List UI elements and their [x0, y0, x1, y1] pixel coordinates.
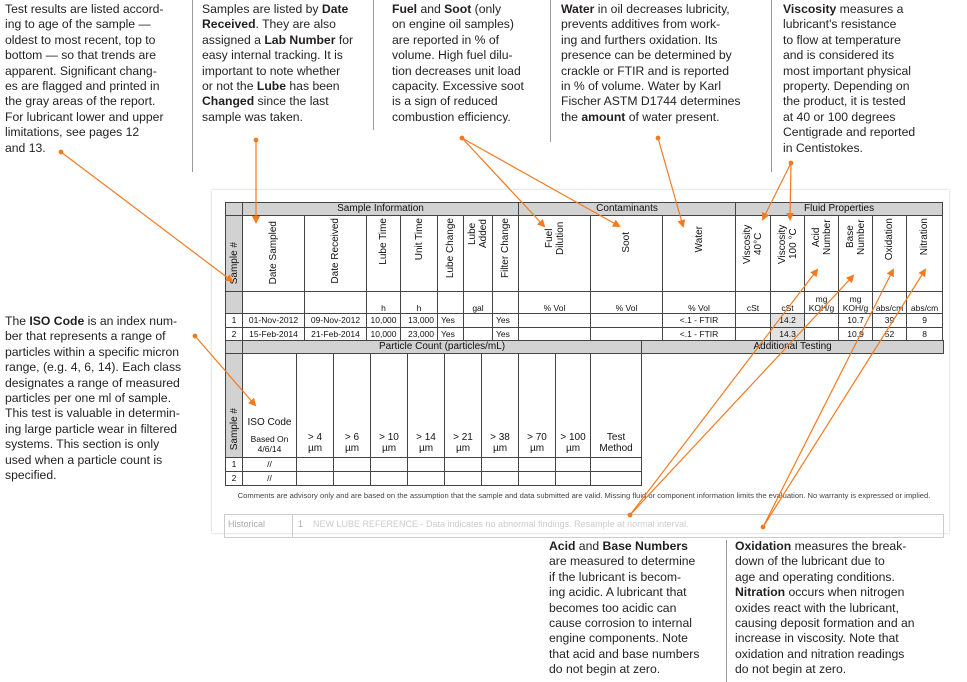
- annotation-text: ber that represents a range of: [5, 329, 166, 344]
- unit-lube-time: h: [367, 292, 401, 314]
- col-size-unit: µm: [381, 443, 397, 454]
- annotation-text: age and operating conditions.: [735, 569, 895, 584]
- col-size-unit: µm: [529, 443, 545, 454]
- annotation-bold-term: Viscosity: [783, 2, 837, 16]
- annotation-text: if the lubricant is becom-: [549, 569, 682, 584]
- col-size-label: > 38: [490, 432, 510, 443]
- cell-water: <.1 - FTIR: [663, 314, 736, 328]
- annotation-text: to flow at temperature: [783, 32, 901, 47]
- annotation-line: and 13.: [5, 140, 46, 155]
- col-lube-time: Lube Time: [378, 218, 389, 265]
- cell-date-sampled: 01-Nov-2012: [243, 314, 305, 328]
- annotation-text: of water present.: [625, 109, 720, 124]
- annotation-text: lubricant's resistance: [783, 17, 897, 32]
- section-sample-information: Sample Information: [243, 203, 519, 216]
- annotation-text: are reported in % of: [392, 32, 500, 47]
- annotation-line: For lubricant lower and upper: [5, 109, 164, 124]
- annotation-line: limitations, see pages 12: [5, 125, 140, 140]
- annotation-text: presence can be determined by: [561, 48, 732, 63]
- annotation-text: at 40 or 100 degrees: [783, 109, 896, 124]
- unit-acid: mg KOH/g: [805, 292, 839, 314]
- annotation-line: oldest to most recent, top to: [5, 32, 156, 47]
- arrow-base: [630, 276, 853, 515]
- annotation-bold-term: Nitration: [735, 585, 786, 600]
- annotation-text: becomes too acidic can: [549, 600, 677, 615]
- col-viscosity-100: Viscosity 100 °C: [776, 224, 799, 264]
- annotation-text: oxidation and nitration readings: [735, 646, 905, 661]
- cell-iso: //: [243, 458, 297, 472]
- cell-base: 10.7: [839, 314, 873, 328]
- annotation-line: Test results are listed accord-: [5, 2, 164, 16]
- annotation-bold-term: Date: [321, 2, 349, 16]
- annotation-text: Centigrade and reported: [783, 125, 916, 140]
- annotation-text: in oil decreases lubricity,: [594, 2, 730, 16]
- annotation-bold-term: Base Numbers: [602, 539, 688, 553]
- col-size-label: > 21: [453, 432, 473, 443]
- annotation-text: capacity. Excessive soot: [392, 79, 524, 94]
- cell-visc100: 14.2: [771, 314, 805, 328]
- annotation-text: range, (e.g. 4, 6, 14). Each class: [5, 360, 182, 375]
- cell-iso: //: [243, 472, 297, 486]
- col-size-label: > 10: [379, 432, 399, 443]
- unit-water: % Vol: [663, 292, 736, 314]
- col-size-label: > 4: [307, 432, 323, 443]
- col-nitration: Nitration: [919, 218, 931, 256]
- arrow-fuel: [462, 138, 544, 226]
- cell-date-received: 21-Feb-2014: [305, 328, 367, 342]
- col-sample-num: Sample #: [228, 241, 240, 284]
- annotation-text: engine components. Note: [549, 631, 688, 646]
- col-unit-time: Unit Time: [413, 218, 425, 261]
- col-soot: Soot: [621, 232, 632, 253]
- annotation-bold-term: Fuel: [392, 2, 418, 16]
- annotation-text: has been: [286, 79, 340, 94]
- annotation-text: particles per one ml of sample.: [5, 391, 171, 406]
- arrow-soot: [462, 138, 619, 226]
- unit-visc100: cSt: [771, 292, 805, 314]
- annotation-text: oxides react with the lubricant,: [735, 600, 899, 615]
- cell-visc100: 14.3: [771, 328, 805, 342]
- annotation-text: measures a: [836, 2, 904, 16]
- annotation-line: es are flagged and printed in: [5, 79, 160, 94]
- cell-lube-change: Yes: [438, 328, 464, 342]
- cell-water: <.1 - FTIR: [663, 328, 736, 342]
- annotation-text: particles within a specific micron: [5, 344, 180, 359]
- annotation-text: in % of volume. Water by Karl: [561, 79, 722, 94]
- annotation-text: or not the: [202, 79, 257, 94]
- cell-sample-num: 2: [226, 328, 243, 342]
- section-contaminants: Contaminants: [519, 203, 736, 216]
- annotation-text: most important physical: [783, 63, 912, 78]
- cell-filter-change: Yes: [493, 314, 519, 328]
- annotation-bold-term: Received: [202, 17, 256, 32]
- annotation-text: Samples are listed by: [202, 2, 322, 16]
- annotation-text: on engine oil samples): [392, 17, 514, 32]
- arrow-oxidation: [763, 270, 893, 527]
- comments-disclaimer: Comments are advisory only and are based on the assumption that the sample and data submitted are valid. Missing fluid or component information limits the evaluation. No warranty is expressed or implied.: [237, 491, 931, 500]
- unit-oxidation: abs/cm: [873, 292, 907, 314]
- col-lube-change: Lube Change: [445, 218, 456, 279]
- annotation-text: volume. High fuel dilu-: [392, 48, 513, 63]
- annotation-text: ing and furthers oxidation. Its: [561, 32, 718, 47]
- annotation-text: specified.: [5, 468, 57, 483]
- annotation-text: the product, it is tested: [783, 94, 906, 109]
- cell-filter-change: Yes: [493, 328, 519, 342]
- annotation-text: designates a range of measured: [5, 375, 180, 390]
- col-size-label: > 14: [416, 432, 436, 443]
- cell-date-sampled: 15-Feb-2014: [243, 328, 305, 342]
- col-iso-code: ISO Code: [247, 417, 292, 428]
- cell-unit-time: 13,000: [401, 314, 438, 328]
- annotation-text: and is considered its: [783, 48, 895, 63]
- arrow-test-results: [61, 152, 232, 281]
- annotation-text: are measured to determine: [549, 554, 696, 569]
- unit-base: mg KOH/g: [839, 292, 873, 314]
- annotation-bold-term: Changed: [202, 94, 255, 109]
- col-viscosity-40: Viscosity 40°C: [742, 224, 765, 264]
- arrow-visc40: [763, 163, 791, 219]
- annotation-line: bottom — so that trends are: [5, 48, 157, 63]
- annotation-text: since the last: [254, 94, 329, 109]
- annotation-text: sample was taken.: [202, 109, 303, 124]
- annotation-text: in Centistokes.: [783, 140, 863, 155]
- cell-sample-num: 1: [226, 458, 243, 472]
- col-size-unit: µm: [344, 443, 360, 454]
- annotation-text: and: [575, 539, 603, 553]
- annotation-text: . They are also: [255, 17, 336, 32]
- col-based-on-value: 4/6/14: [257, 444, 282, 454]
- arrow-visc100: [790, 163, 791, 219]
- cell-oxidation: 39: [873, 314, 907, 328]
- annotation-text: do not begin at zero.: [549, 662, 661, 677]
- cell-lube-change: Yes: [438, 314, 464, 328]
- cell-lube-time: 10,000: [367, 328, 401, 342]
- col-date-sampled: Date Sampled: [268, 220, 279, 284]
- unit-nitration: abs/cm: [907, 292, 943, 314]
- annotation-line: ing to age of the sample —: [5, 17, 151, 32]
- col-base-number: Base Number: [844, 219, 867, 255]
- cell-date-received: 09-Nov-2012: [305, 314, 367, 328]
- col-fuel-dilution: Fuel Dilution: [543, 221, 566, 255]
- arrow-iso-code: [195, 336, 255, 405]
- annotation-bold-term: Water: [561, 2, 595, 16]
- annotation-text: prevents additives from work-: [561, 17, 721, 32]
- cell-lube-time: 10,000: [367, 314, 401, 328]
- annotation-text: occurs when nitrogen: [785, 585, 905, 600]
- col-acid-number: Acid Number: [810, 219, 833, 255]
- annotation-bold-term: Soot: [444, 2, 472, 16]
- col-size-unit: µm: [307, 443, 323, 454]
- annotation-text: down of the lubricant due to: [735, 554, 885, 569]
- annotation-text: systems. This section is only: [5, 437, 160, 452]
- annotation-text: Fischer ASTM D1744 determines: [561, 94, 741, 109]
- col-based-on: Based On: [250, 434, 289, 444]
- annotation-text: The: [5, 314, 30, 328]
- col-date-received: Date Received: [330, 218, 341, 284]
- annotation-text: crackle or FTIR and is reported: [561, 63, 729, 78]
- annotation-bold-term: amount: [581, 109, 626, 124]
- annotation-bold-term: Lube: [256, 79, 287, 94]
- arrow-acid: [630, 270, 817, 515]
- col-size-unit: µm: [565, 443, 581, 454]
- annotation-text: easy internal tracking. It is: [202, 48, 343, 63]
- col-size-unit: µm: [455, 443, 471, 454]
- annotation-text: used when a particle count is: [5, 452, 163, 467]
- annotation-text: cause corrosion to internal: [549, 616, 692, 631]
- annotation-text: combustion efficiency.: [392, 109, 511, 124]
- annotation-text: ing large particle wear in filtered: [5, 421, 178, 436]
- annotation-text: and: [417, 2, 445, 16]
- annotation-text: property. Depending on: [783, 79, 910, 94]
- unit-unit-time: h: [401, 292, 438, 314]
- col-size-unit: µm: [492, 443, 508, 454]
- annotation-line: the gray areas of the report.: [5, 94, 156, 109]
- cell-nitration: 8: [907, 328, 943, 342]
- section-fluid-properties: Fluid Properties: [736, 203, 943, 216]
- annotation-text: do not begin at zero.: [735, 662, 847, 677]
- annotation-text: tion decreases unit load: [392, 63, 521, 78]
- annotation-line: apparent. Significant chang-: [5, 63, 157, 78]
- annotation-text: causing deposit formation and an: [735, 616, 915, 631]
- cell-sample-num: 1: [226, 314, 243, 328]
- col-size-unit: µm: [418, 443, 434, 454]
- col-water: Water: [693, 226, 705, 253]
- col-size-label: > 6: [344, 432, 360, 443]
- annotation-text: the: [561, 109, 582, 124]
- annotation-text: is a sign of reduced: [392, 94, 498, 109]
- col-test-method: Method: [599, 443, 633, 454]
- cell-nitration: 9: [907, 314, 943, 328]
- col-lube-added: Lube Added: [467, 219, 489, 249]
- col-filter-change: Filter Change: [500, 218, 511, 279]
- annotation-text: that acid and base numbers: [549, 646, 700, 661]
- col-oxidation: Oxidation: [884, 218, 896, 261]
- cell-sample-num: 2: [226, 472, 243, 486]
- annotation-text: assigned a: [202, 32, 265, 47]
- col-test-method: Test: [606, 432, 626, 443]
- cell-oxidation: 52: [873, 328, 907, 342]
- annotation-text: is an index num-: [84, 314, 178, 328]
- annotation-text: This test is valuable in determin-: [5, 406, 180, 421]
- unit-soot: % Vol: [591, 292, 663, 314]
- arrow-water: [658, 138, 683, 226]
- annotation-bold-term: Oxidation: [735, 539, 792, 553]
- annotation-bold-term: Acid: [549, 539, 576, 553]
- annotation-bold-term: Lab Number: [264, 32, 336, 47]
- annotation-text: important to note whether: [202, 63, 341, 78]
- cell-unit-time: 23,000: [401, 328, 438, 342]
- col-size-label: > 70: [527, 432, 547, 443]
- unit-lube-added: gal: [464, 292, 493, 314]
- historical-num: 1: [298, 519, 304, 529]
- annotation-text: measures the break-: [791, 539, 907, 553]
- annotation-text: ing acidic. A lubricant that: [549, 585, 687, 600]
- annotation-text: increase in viscosity. Note that: [735, 631, 899, 646]
- unit-visc40: cSt: [736, 292, 771, 314]
- cell-base: 10.9: [839, 328, 873, 342]
- historical-label: Historical: [228, 519, 266, 529]
- annotation-text: for: [335, 32, 354, 47]
- col-sample-num: Sample #: [228, 407, 240, 450]
- unit-fuel: % Vol: [519, 292, 591, 314]
- section-particle-count: Particle Count (particles/mL): [243, 341, 642, 354]
- annotation-bold-term: ISO Code: [29, 314, 85, 328]
- section-additional-testing: Additional Testing: [642, 341, 944, 354]
- col-size-label: > 100: [560, 432, 586, 443]
- historical-text: NEW LUBE REFERENCE - Data indicates no abnormal findings. Resample at normal interval.: [313, 519, 689, 529]
- annotation-text: (only: [471, 2, 502, 16]
